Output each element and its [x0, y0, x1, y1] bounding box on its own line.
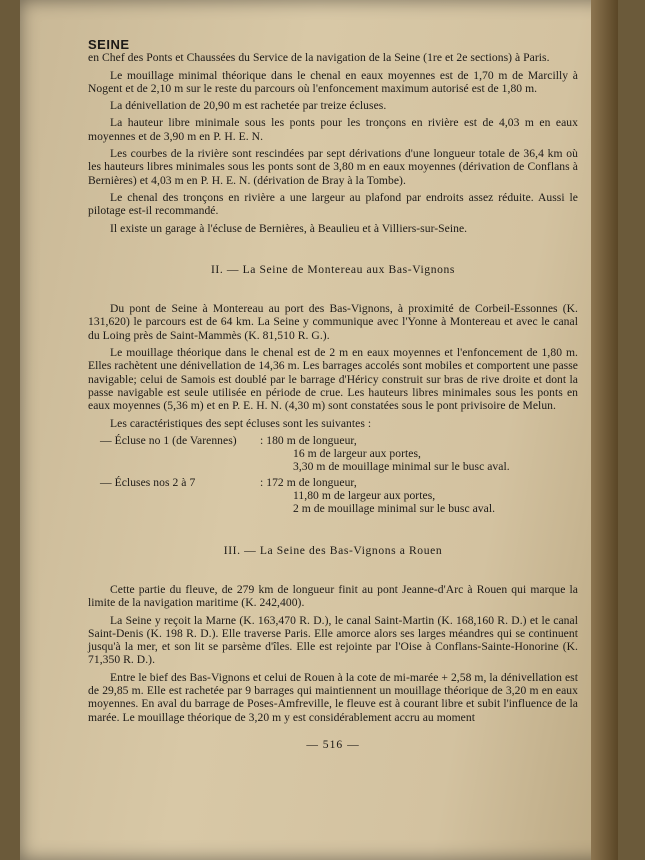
paragraph: La Seine y reçoit la Marne (K. 163,470 R. D.), le canal Saint-Martin (K. 168,160 R. D.) et le canal Saint-Denis (K. 198 R. D.). Elle traverse Paris. Elle amorce alors ses larges méandres qui se continuent jusqu'à la mer, et son lit se parsème d'îles. Elle est rejointe par l'Oise à Conflans-Sainte-Honorine (K. 71,350 R. D.).: [88, 613, 578, 667]
lock-spec: [88, 476, 578, 516]
book-page: [20, 0, 618, 860]
paragraph: Du pont de Seine à Montereau au port des Bas-Vignons, à proximité de Corbeil-Essonnes (K. 131,620) le parcours est de 64 km. La Seine y communique avec l'Yonne à Montereau et avec le canal du Loing près de Saint-Mammès (K. 81,510 R. G.).: [88, 302, 578, 342]
paragraph: Les caractéristiques des sept écluses sont les suivantes :: [110, 416, 372, 430]
page-edge: [591, 0, 618, 860]
paragraph: Entre le bief des Bas-Vignons et celui de Rouen à la cote de mi-marée + 2,58 m, la dénivellation est de 29,85 m. Elle est rachetée par 9 barrages qui maintiennent un mouillage théorique de 3,20 m en eaux moyennes. En aval du barrage de Poses-Amfreville, le fleuve est à courant libre et subit l'influence de la marée. Le mouillage théorique de 3,20 m y est considérablement accru au moment: [88, 670, 578, 724]
paragraph: Le chenal des tronçons en rivière a une largeur au plafond par endroits assez réduite. Aussi le pilotage est-il recommandé.: [88, 190, 578, 218]
paragraph: La dénivellation de 20,90 m est rachetée par treize écluses.: [110, 99, 387, 113]
section-title: II. — La Seine de Montereau aux Bas-Vignons: [210, 262, 456, 276]
page-content: [88, 38, 578, 751]
lock-spec: [88, 434, 578, 474]
lock-value: 3,30 m de mouillage minimal sur le busc aval.: [293, 460, 510, 474]
lock-value: : 180 m de longueur,: [260, 433, 357, 447]
paragraph: en Chef des Ponts et Chaussées du Service de la navigation de la Seine (1re et 2e sections) à Paris.: [88, 51, 550, 65]
lock-label: — Écluses nos 2 à 7: [100, 475, 196, 489]
paragraph: Les courbes de la rivière sont rescindées par sept dérivations d'une longueur totale de 36,4 km où les hauteurs libres minimales sous les ponts sont de 3,80 m en eaux moyennes (dérivation de Conflans à Bernières) et 4,03 m en P. H. E. N. (dérivation de Bray à la Tombe).: [88, 147, 578, 187]
paragraph: Le mouillage théorique dans le chenal est de 2 m en eaux moyennes et l'enfoncement de 1,80 m. Elles rachètent une dénivellation de 14,36 m. Les barrages accolés sont mobiles et comportent une passe navigable; celui de Samois est doublé par le barrage d'Héricy construit sur bras de rive droite et dont la passe navigable est seule utilisée en période de crue. Les hauteurs libres minimales sous les ponts en eaux moyennes (5,36 m) et en P. E. H. N. (4,30 m) sont constatées sous le pont privisoire de Melun.: [88, 346, 578, 413]
lock-label: — Écluse no 1 (de Varennes): [100, 433, 237, 447]
page-heading: SEINE: [88, 37, 130, 52]
section-title: III. — La Seine des Bas-Vignons a Rouen: [223, 543, 443, 557]
page-number: — 516 —: [306, 737, 360, 751]
paragraph: Le mouillage minimal théorique dans le chenal en eaux moyennes est de 1,70 m de Marcilly à Nogent et de 2,10 m sur le reste du parcours où l'enfoncement maximum autorisé est de 1,80 m.: [88, 68, 578, 95]
paragraph: Cette partie du fleuve, de 279 km de longueur finit au pont Jeanne-d'Arc à Rouen qui marque la limite de la navigation maritime (K. 242,400).: [88, 582, 578, 610]
lock-value: 2 m de mouillage minimal sur le busc aval.: [293, 502, 496, 516]
paragraph: La hauteur libre minimale sous les ponts pour les tronçons en rivière est de 4,03 m en eaux moyennes et de 3,90 m en P. H. E. N.: [88, 116, 578, 143]
lock-value: 11,80 m de largeur aux portes,: [293, 489, 436, 503]
paragraph: Il existe un garage à l'écluse de Bernières, à Beaulieu et à Villiers-sur-Seine.: [110, 221, 468, 235]
lock-value: : 172 m de longueur,: [260, 475, 357, 489]
lock-value: 16 m de largeur aux portes,: [293, 447, 421, 461]
